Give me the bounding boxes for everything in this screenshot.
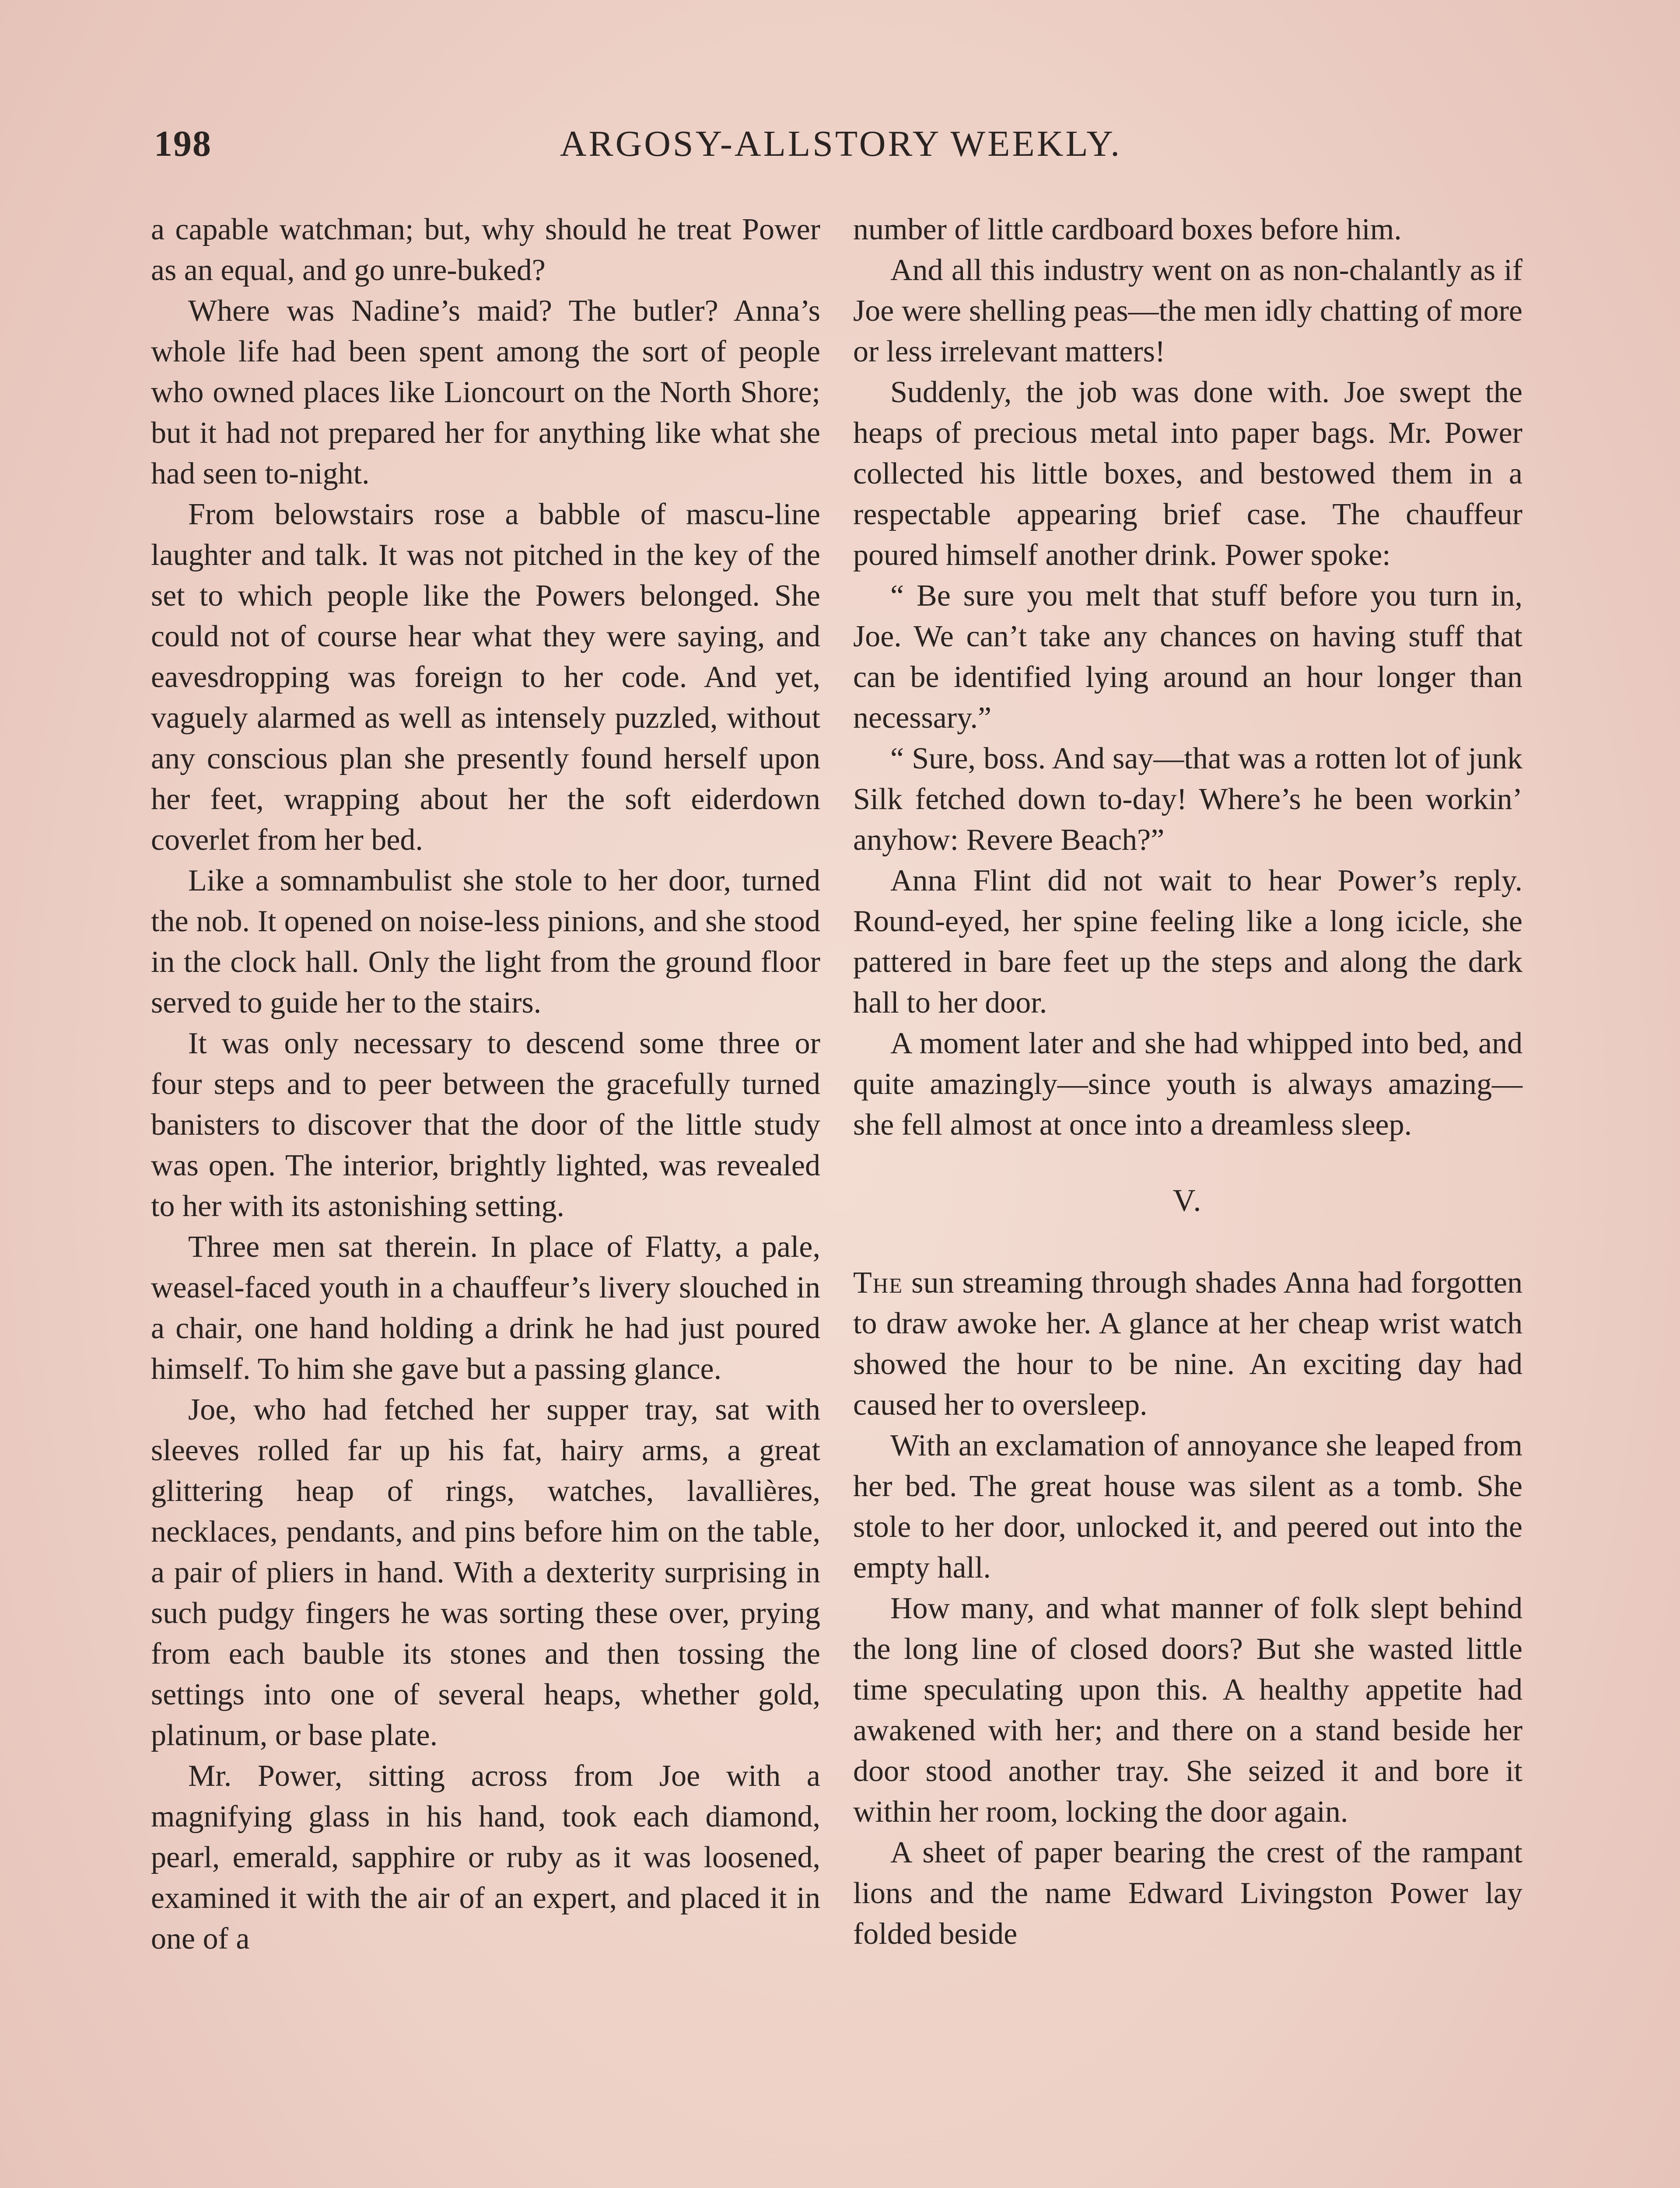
paragraph: A moment later and she had whipped into bed, and quite amazingly—since youth is always amazing—she fell almost at once into a dreamless sleep. [853, 1027, 1522, 1142]
page-header [154, 123, 1528, 179]
paragraph: Like a somnambulist she stole to her door, turned the nob. It opened on noise-less pinions, and she stood in the clock hall. Only the light from the ground floor served to guide her to the stairs. [151, 864, 820, 1020]
paragraph: Three men sat therein. In place of Flatty, a pale, weasel-faced youth in a chauffeur’s livery slouched in a chair, one hand holding a drink he had just poured himself. To him she gave but a passing glance. [151, 1230, 820, 1386]
paragraph: “ Be sure you melt that stuff before you turn in, Joe. We can’t take any chances on having stuff that can be identified lying around an hour longer than necessary.” [853, 579, 1522, 735]
paragraph-continuation: number of little cardboard boxes before him. [853, 213, 1402, 246]
section-first-word: The [853, 1266, 903, 1300]
paragraph: With an exclamation of annoyance she leaped from her bed. The great house was silent as a tomb. She stole to her door, unlocked it, and peered out into the empty hall. [853, 1429, 1522, 1585]
left-column [151, 209, 820, 1959]
paragraph: Suddenly, the job was done with. Joe swept the heaps of precious metal into paper bags. Mr. Power collected his little boxes, and bestowed them in a respectable appearing brief case. The chauffeur poured himself another drink. Power spoke: [853, 375, 1522, 572]
paragraph: And all this industry went on as non-chalantly as if Joe were shelling peas—the men idly chatting of more or less irrelevant matters! [853, 253, 1522, 368]
paragraph: Joe, who had fetched her supper tray, sat with sleeves rolled far up his fat, hairy arms, a great glittering heap of rings, watches, lavallières, necklaces, pendants, and pins before him on the table, a pair of pliers in hand. With a dexterity surprising in such pudgy fingers he was sorting these over, prying from each bauble its stones and then tossing the settings into one of several heaps, whether gold, platinum, or base plate. [151, 1393, 820, 1752]
running-title: ARGOSY-ALLSTORY WEEKLY. [560, 123, 1122, 164]
paragraph: How many, and what manner of folk slept behind the long line of closed doors? But she wasted little time speculating upon this. A healthy appetite had awakened with her; and there on a stand beside her door stood another tray. She seized it and bore it within her room, locking the door again. [853, 1592, 1522, 1829]
paragraph: a capable watchman; but, why should he treat Power as an equal, and go unre-buked? [151, 213, 820, 287]
paragraph: From belowstairs rose a babble of mascu-line laughter and talk. It was not pitched in the key of the set to which people like the Powers belonged. She could not of course hear what they were saying, and eavesdropping was foreign to her code. And yet, vaguely alarmed as well as intensely puzzled, without any conscious plan she presently found herself upon her feet, wrapping about her the soft eiderdown coverlet from her bed. [151, 498, 820, 857]
section-first-text: sun streaming through shades Anna had forgotten to draw awoke her. A glance at her cheap wrist watch showed the hour to be nine. An exciting day had caused her to oversleep. [853, 1266, 1522, 1422]
paragraph: Mr. Power, sitting across from Joe with a magnifying glass in his hand, took each diamond, pearl, emerald, sapphire or ruby as it was loosened, examined it with the air of an expert, and placed it in one of a [151, 1759, 820, 1956]
paragraph: It was only necessary to descend some three or four steps and to peer between the gracefully turned banisters to discover that the door of the little study was open. The interior, brightly lighted, was revealed to her with its astonishing setting. [151, 1027, 820, 1223]
section-opening-paragraph [853, 1262, 1522, 1425]
right-column [853, 209, 1522, 1954]
page-number: 198 [154, 123, 212, 164]
section-heading: V. [1172, 1183, 1203, 1218]
paragraph: Anna Flint did not wait to hear Power’s reply. Round-eyed, her spine feeling like a long icicle, she pattered in bare feet up the steps and along the dark hall to her door. [853, 864, 1522, 1020]
paragraph: A sheet of paper bearing the crest of the rampant lions and the name Edward Livingston Power lay folded beside [853, 1836, 1522, 1951]
paragraph: “ Sure, boss. And say—that was a rotten lot of junk Silk fetched down to-day! Where’s he been workin’ anyhow: Revere Beach?” [853, 742, 1522, 857]
paragraph: Where was Nadine’s maid? The butler? Anna’s whole life had been spent among the sort of people who owned places like Lioncourt on the North Shore; but it had not prepared her for anything like what she had seen to-night. [151, 294, 820, 491]
